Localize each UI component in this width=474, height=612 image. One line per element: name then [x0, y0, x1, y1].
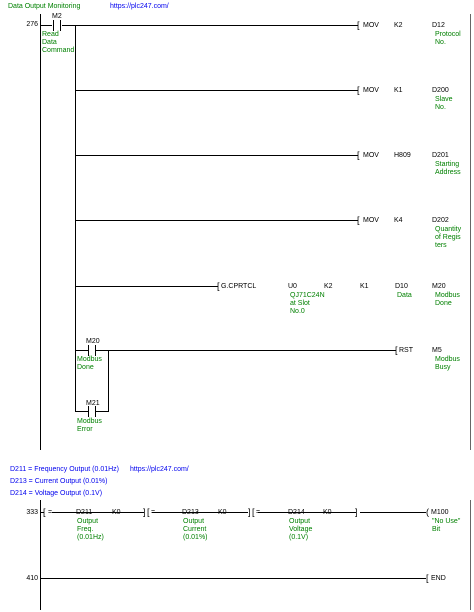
end-bracket: [ — [426, 573, 429, 583]
dest-comment: Protocol No. — [435, 31, 461, 46]
instruction-dest: D200 — [432, 87, 449, 94]
instruction-dest: D202 — [432, 217, 449, 224]
end-instruction: END — [431, 575, 446, 582]
compare-op: = — [48, 509, 53, 516]
instruction-bracket: [ — [217, 281, 220, 291]
compare-bracket: ] — [143, 507, 146, 517]
instruction-source: K2 — [394, 22, 403, 29]
operand-comment: Output Voltage (0.1V) — [289, 518, 313, 541]
operand-comment: Output Freq. (0.01Hz) — [77, 518, 104, 541]
instruction-dest: D201 — [432, 152, 449, 159]
step-number: 276 — [26, 21, 38, 28]
instruction-arg2: K2 — [324, 283, 333, 290]
instruction-dest: D12 — [432, 22, 445, 29]
contact-comment: Modbus Error — [77, 418, 102, 433]
note-current: D213 = Current Output (0.01%) — [10, 478, 108, 485]
instruction-bracket: [ — [357, 215, 360, 225]
instruction-bracket: [ — [357, 20, 360, 30]
instruction-dest: M5 — [432, 347, 442, 354]
instruction-source: K4 — [394, 217, 403, 224]
instruction-op: G.CPRTCL — [221, 283, 257, 290]
instruction-op: RST — [399, 347, 413, 354]
notes-link[interactable]: https://plc247.com/ — [130, 466, 189, 473]
instruction-source: H809 — [394, 152, 411, 159]
compare-op: = — [256, 509, 261, 516]
contact-device: M20 — [86, 338, 100, 345]
compare-bracket: ] — [355, 507, 358, 517]
dest-comment: Quantity of Regis ters — [435, 226, 462, 249]
compare-bracket: [ — [43, 507, 46, 517]
compare-bracket: [ — [147, 507, 150, 517]
instruction-bracket: [ — [357, 150, 360, 160]
instruction-source: K1 — [394, 87, 403, 94]
contact-device: M21 — [86, 400, 100, 407]
coil-device: M100 — [431, 509, 449, 516]
note-frequency: D211 = Frequency Output (0.01Hz) — [10, 466, 120, 473]
compare-bracket: [ — [252, 507, 255, 517]
compare-operand-b: K0 — [112, 509, 121, 516]
page-title: Data Output Monitoring — [8, 3, 81, 10]
header-link[interactable]: https://plc247.com/ — [110, 3, 169, 10]
instruction-bracket: [ — [395, 345, 398, 355]
contact-comment: Modbus Done — [77, 356, 102, 371]
compare-operand-b: K0 — [323, 509, 332, 516]
contact-comment: Read Data Command — [42, 31, 75, 54]
instruction-op: MOV — [363, 87, 379, 94]
instruction-arg4: D10 — [395, 283, 408, 290]
dest-comment: Starting Address — [435, 161, 461, 176]
note-voltage: D214 = Voltage Output (0.1V) — [10, 490, 103, 497]
operand-comment: Output Current (0.01%) — [183, 518, 208, 541]
instruction-arg5: M20 — [432, 283, 446, 290]
dest-comment: Slave No. — [435, 96, 453, 111]
step-number: 410 — [26, 575, 38, 582]
compare-operand-a: D214 — [288, 509, 305, 516]
compare-operand-b: K0 — [218, 509, 227, 516]
arg4-comment: Data — [397, 292, 412, 299]
compare-bracket: ] — [248, 507, 251, 517]
arg5-comment: Modbus Done — [435, 292, 460, 307]
step-number: 333 — [26, 509, 38, 516]
arg1-comment: QJ71C24N at Slot No.0 — [290, 292, 325, 315]
contact-device: M2 — [52, 13, 62, 20]
instruction-arg1: U0 — [288, 283, 297, 290]
compare-operand-a: D213 — [182, 509, 199, 516]
coil-bracket: ( — [426, 507, 429, 517]
compare-operand-a: D211 — [76, 509, 93, 516]
coil-comment: "No Use" Bit — [432, 518, 461, 533]
instruction-op: MOV — [363, 152, 379, 159]
instruction-op: MOV — [363, 217, 379, 224]
instruction-op: MOV — [363, 22, 379, 29]
dest-comment: Modbus Busy — [435, 356, 460, 371]
compare-op: = — [151, 509, 156, 516]
instruction-arg3: K1 — [360, 283, 369, 290]
instruction-bracket: [ — [357, 85, 360, 95]
